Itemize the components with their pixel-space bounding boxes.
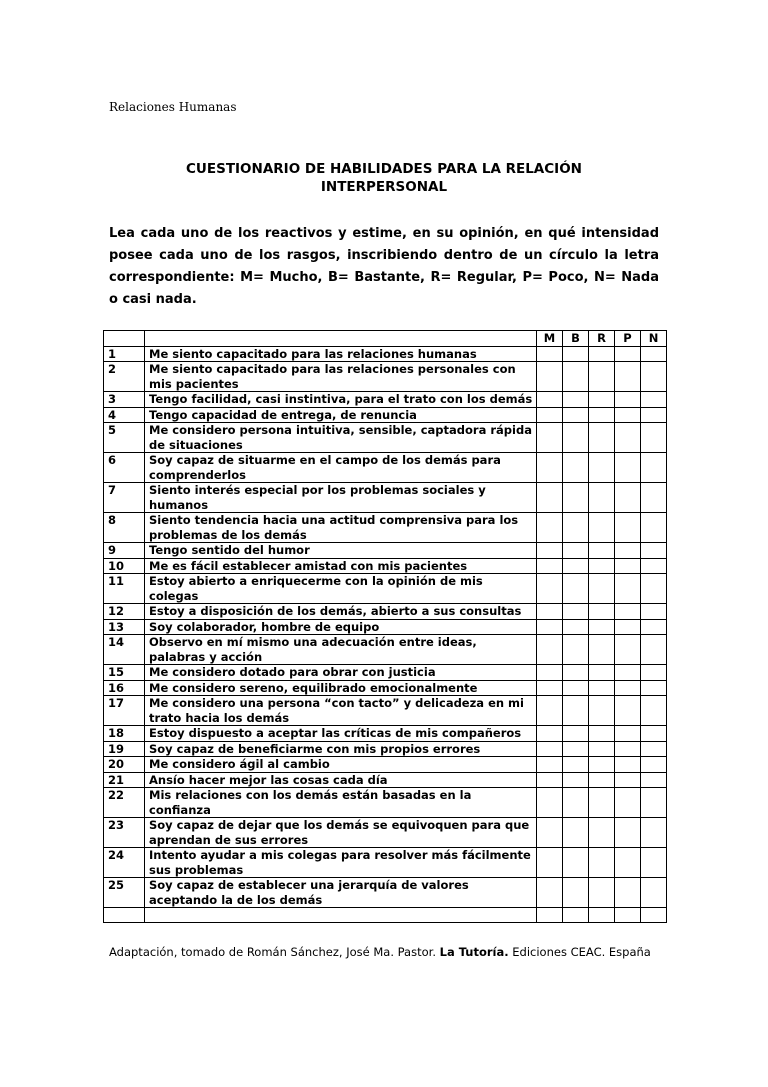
answer-cell-r[interactable] [589,818,615,848]
item-number: 23 [104,818,145,848]
answer-cell-n[interactable] [641,453,667,483]
answer-cell-r[interactable] [589,543,615,559]
table-row [104,848,667,878]
item-text: Me siento capacitado para las relaciones humanas [145,346,537,362]
table-row [104,788,667,818]
answer-cell-p[interactable] [615,362,641,392]
table-row [104,818,667,848]
answer-cell-n[interactable] [641,574,667,604]
item-number: 6 [104,453,145,483]
answer-cell-r[interactable] [589,362,615,392]
questionnaire-table [103,330,667,923]
answer-cell-r[interactable] [589,878,615,908]
answer-cell-r[interactable] [589,680,615,696]
answer-cell-b[interactable] [563,513,589,543]
answer-cell-r[interactable] [589,726,615,742]
answer-cell-r[interactable] [589,453,615,483]
answer-cell-p[interactable] [615,619,641,635]
answer-cell-p[interactable] [615,407,641,423]
item-text: Me considero persona intuitiva, sensible, captadora rápida de situaciones [145,423,537,453]
answer-cell-b[interactable] [563,543,589,559]
item-text: Siento tendencia hacia una actitud comprensiva para los problemas de los demás [145,513,537,543]
item-text: Ansío hacer mejor las cosas cada día [145,772,537,788]
answer-cell-n[interactable] [641,741,667,757]
item-text: Intento ayudar a mis colegas para resolver más fácilmente sus problemas [145,848,537,878]
table-row [104,680,667,696]
item-number: 1 [104,346,145,362]
answer-cell-p[interactable] [615,423,641,453]
answer-cell-m[interactable] [537,818,563,848]
answer-cell-b[interactable] [563,680,589,696]
answer-cell-m[interactable] [537,772,563,788]
answer-cell-b[interactable] [563,346,589,362]
answer-cell-p[interactable] [615,788,641,818]
table-row [104,772,667,788]
answer-cell-r[interactable] [589,635,615,665]
item-text: Soy capaz de beneficiarme con mis propios errores [145,741,537,757]
answer-cell-m[interactable] [537,423,563,453]
item-number: 4 [104,407,145,423]
table-row [104,574,667,604]
answer-cell-n[interactable] [641,604,667,620]
item-number: 18 [104,726,145,742]
header-num-cell [104,331,145,347]
header-option-r: R [589,331,615,347]
answer-cell-p[interactable] [615,772,641,788]
header-item-cell [145,331,537,347]
empty-cell [104,908,145,923]
table-row [104,453,667,483]
answer-cell-r[interactable] [589,483,615,513]
answer-cell-m[interactable] [537,848,563,878]
answer-cell-b[interactable] [563,757,589,773]
answer-cell-r[interactable] [589,772,615,788]
answer-cell-m[interactable] [537,726,563,742]
answer-cell-n[interactable] [641,558,667,574]
answer-cell-b[interactable] [563,772,589,788]
table-row [104,543,667,559]
item-text: Estoy dispuesto a aceptar las críticas de mis compañeros [145,726,537,742]
answer-cell-p[interactable] [615,726,641,742]
item-number: 9 [104,543,145,559]
answer-cell-r[interactable] [589,574,615,604]
answer-cell-p[interactable] [615,665,641,681]
item-number: 11 [104,574,145,604]
answer-cell-n[interactable] [641,483,667,513]
answer-cell-n[interactable] [641,346,667,362]
answer-cell-n[interactable] [641,680,667,696]
item-text: Mis relaciones con los demás están basadas en la confianza [145,788,537,818]
answer-cell-p[interactable] [615,346,641,362]
empty-cell [589,908,615,923]
header-option-m: M [537,331,563,347]
item-text: Me considero una persona “con tacto” y delicadeza en mi trato hacia los demás [145,696,537,726]
answer-cell-b[interactable] [563,558,589,574]
item-number: 16 [104,680,145,696]
empty-cell [537,908,563,923]
questionnaire-body [104,331,667,923]
answer-cell-r[interactable] [589,604,615,620]
table-header-row [104,331,667,347]
item-text: Me considero dotado para obrar con justicia [145,665,537,681]
title-line-2: INTERPERSONAL [320,179,448,195]
answer-cell-n[interactable] [641,878,667,908]
answer-cell-n[interactable] [641,788,667,818]
answer-cell-n[interactable] [641,818,667,848]
item-number: 2 [104,362,145,392]
answer-cell-p[interactable] [615,848,641,878]
answer-cell-b[interactable] [563,407,589,423]
header-option-p: P [615,331,641,347]
answer-cell-b[interactable] [563,423,589,453]
item-text: Estoy abierto a enriquecerme con la opinión de mis colegas [145,574,537,604]
header-option-b: B [563,331,589,347]
answer-cell-p[interactable] [615,878,641,908]
answer-cell-m[interactable] [537,346,563,362]
answer-cell-r[interactable] [589,407,615,423]
title-line-1: CUESTIONARIO DE HABILIDADES PARA LA RELACIÓN [186,161,582,177]
item-number: 15 [104,665,145,681]
table-row [104,635,667,665]
empty-cell [641,908,667,923]
item-text: Tengo sentido del humor [145,543,537,559]
answer-cell-n[interactable] [641,635,667,665]
answer-cell-r[interactable] [589,392,615,408]
answer-cell-m[interactable] [537,680,563,696]
answer-cell-b[interactable] [563,483,589,513]
answer-cell-r[interactable] [589,788,615,818]
table-row [104,619,667,635]
answer-cell-b[interactable] [563,362,589,392]
item-text: Me es fácil establecer amistad con mis pacientes [145,558,537,574]
answer-cell-r[interactable] [589,848,615,878]
answer-cell-m[interactable] [537,483,563,513]
item-text: Tengo facilidad, casi instintiva, para el trato con los demás [145,392,537,408]
item-number: 10 [104,558,145,574]
answer-cell-b[interactable] [563,818,589,848]
answer-cell-b[interactable] [563,788,589,818]
empty-cell [145,908,537,923]
answer-cell-b[interactable] [563,635,589,665]
table-row [104,483,667,513]
table-row [104,558,667,574]
answer-cell-n[interactable] [641,757,667,773]
item-text: Me considero sereno, equilibrado emocionalmente [145,680,537,696]
table-row [104,392,667,408]
answer-cell-r[interactable] [589,346,615,362]
table-empty-row [104,908,667,923]
item-number: 5 [104,423,145,453]
document-title [109,160,659,196]
answer-cell-r[interactable] [589,741,615,757]
answer-cell-b[interactable] [563,878,589,908]
answer-cell-p[interactable] [615,558,641,574]
answer-cell-r[interactable] [589,423,615,453]
answer-cell-n[interactable] [641,619,667,635]
item-text: Me siento capacitado para las relaciones personales con mis pacientes [145,362,537,392]
answer-cell-n[interactable] [641,543,667,559]
item-text: Soy capaz de establecer una jerarquía de valores aceptando la de los demás [145,878,537,908]
table-row [104,604,667,620]
answer-cell-m[interactable] [537,619,563,635]
item-number: 17 [104,696,145,726]
table-row [104,878,667,908]
footnote-prefix: Adaptación, tomado de Román Sánchez, José Ma. Pastor. [109,945,440,959]
answer-cell-p[interactable] [615,392,641,408]
item-text: Estoy a disposición de los demás, abierto a sus consultas [145,604,537,620]
answer-cell-m[interactable] [537,604,563,620]
source-footnote [109,945,651,959]
answer-cell-m[interactable] [537,407,563,423]
answer-cell-n[interactable] [641,696,667,726]
answer-cell-m[interactable] [537,665,563,681]
answer-cell-b[interactable] [563,574,589,604]
answer-cell-m[interactable] [537,757,563,773]
answer-cell-r[interactable] [589,696,615,726]
answer-cell-m[interactable] [537,543,563,559]
answer-cell-p[interactable] [615,604,641,620]
empty-cell [563,908,589,923]
answer-cell-b[interactable] [563,696,589,726]
item-number: 13 [104,619,145,635]
answer-cell-p[interactable] [615,574,641,604]
item-number: 24 [104,848,145,878]
answer-cell-b[interactable] [563,392,589,408]
answer-cell-n[interactable] [641,726,667,742]
answer-cell-m[interactable] [537,558,563,574]
running-header: Relaciones Humanas [109,100,237,114]
answer-cell-m[interactable] [537,513,563,543]
answer-cell-p[interactable] [615,513,641,543]
answer-cell-m[interactable] [537,788,563,818]
item-number: 25 [104,878,145,908]
answer-cell-p[interactable] [615,680,641,696]
item-number: 7 [104,483,145,513]
answer-cell-b[interactable] [563,741,589,757]
answer-cell-n[interactable] [641,423,667,453]
item-text: Me considero ágil al cambio [145,757,537,773]
answer-cell-m[interactable] [537,574,563,604]
table-row [104,362,667,392]
item-text: Siento interés especial por los problemas sociales y humanos [145,483,537,513]
answer-cell-n[interactable] [641,848,667,878]
table-row [104,423,667,453]
answer-cell-m[interactable] [537,878,563,908]
item-number: 19 [104,741,145,757]
table-row [104,346,667,362]
table-row [104,696,667,726]
answer-cell-p[interactable] [615,818,641,848]
answer-cell-r[interactable] [589,558,615,574]
answer-cell-p[interactable] [615,696,641,726]
footnote-suffix: Ediciones CEAC. España [508,945,651,959]
answer-cell-n[interactable] [641,362,667,392]
answer-cell-p[interactable] [615,453,641,483]
answer-cell-r[interactable] [589,757,615,773]
answer-cell-m[interactable] [537,453,563,483]
table-row [104,665,667,681]
answer-cell-p[interactable] [615,543,641,559]
answer-cell-n[interactable] [641,772,667,788]
item-text: Soy capaz de situarme en el campo de los demás para comprenderlos [145,453,537,483]
table-row [104,757,667,773]
table-row [104,513,667,543]
table-row [104,726,667,742]
answer-cell-r[interactable] [589,665,615,681]
instructions-paragraph: Lea cada uno de los reactivos y estime, en su opinión, en qué intensidad posee cada uno de los rasgos, inscribiendo dentro de un círculo la letra correspondiente: M= Mucho, B= Bastante, R= Regular, P= Poco, N= Nada o casi nada. [109,226,659,307]
answer-cell-n[interactable] [641,665,667,681]
item-number: 21 [104,772,145,788]
table-row [104,407,667,423]
item-text: Soy capaz de dejar que los demás se equivoquen para que aprendan de sus errores [145,818,537,848]
answer-cell-p[interactable] [615,483,641,513]
answer-cell-m[interactable] [537,741,563,757]
answer-cell-b[interactable] [563,665,589,681]
item-text: Tengo capacidad de entrega, de renuncia [145,407,537,423]
item-number: 12 [104,604,145,620]
header-option-n: N [641,331,667,347]
answer-cell-n[interactable] [641,392,667,408]
answer-cell-n[interactable] [641,513,667,543]
item-number: 22 [104,788,145,818]
empty-cell [615,908,641,923]
answer-cell-p[interactable] [615,741,641,757]
item-text: Soy colaborador, hombre de equipo [145,619,537,635]
item-number: 8 [104,513,145,543]
answer-cell-m[interactable] [537,392,563,408]
answer-cell-m[interactable] [537,362,563,392]
answer-cell-m[interactable] [537,635,563,665]
answer-cell-b[interactable] [563,848,589,878]
answer-cell-r[interactable] [589,513,615,543]
answer-cell-b[interactable] [563,726,589,742]
answer-cell-b[interactable] [563,453,589,483]
answer-cell-n[interactable] [641,407,667,423]
item-number: 20 [104,757,145,773]
answer-cell-r[interactable] [589,619,615,635]
item-number: 14 [104,635,145,665]
answer-cell-p[interactable] [615,757,641,773]
answer-cell-p[interactable] [615,635,641,665]
footnote-book-title: La Tutoría. [439,945,509,959]
answer-cell-b[interactable] [563,604,589,620]
answer-cell-b[interactable] [563,619,589,635]
answer-cell-m[interactable] [537,696,563,726]
item-number: 3 [104,392,145,408]
table-row [104,741,667,757]
item-text: Observo en mí mismo una adecuación entre ideas, palabras y acción [145,635,537,665]
